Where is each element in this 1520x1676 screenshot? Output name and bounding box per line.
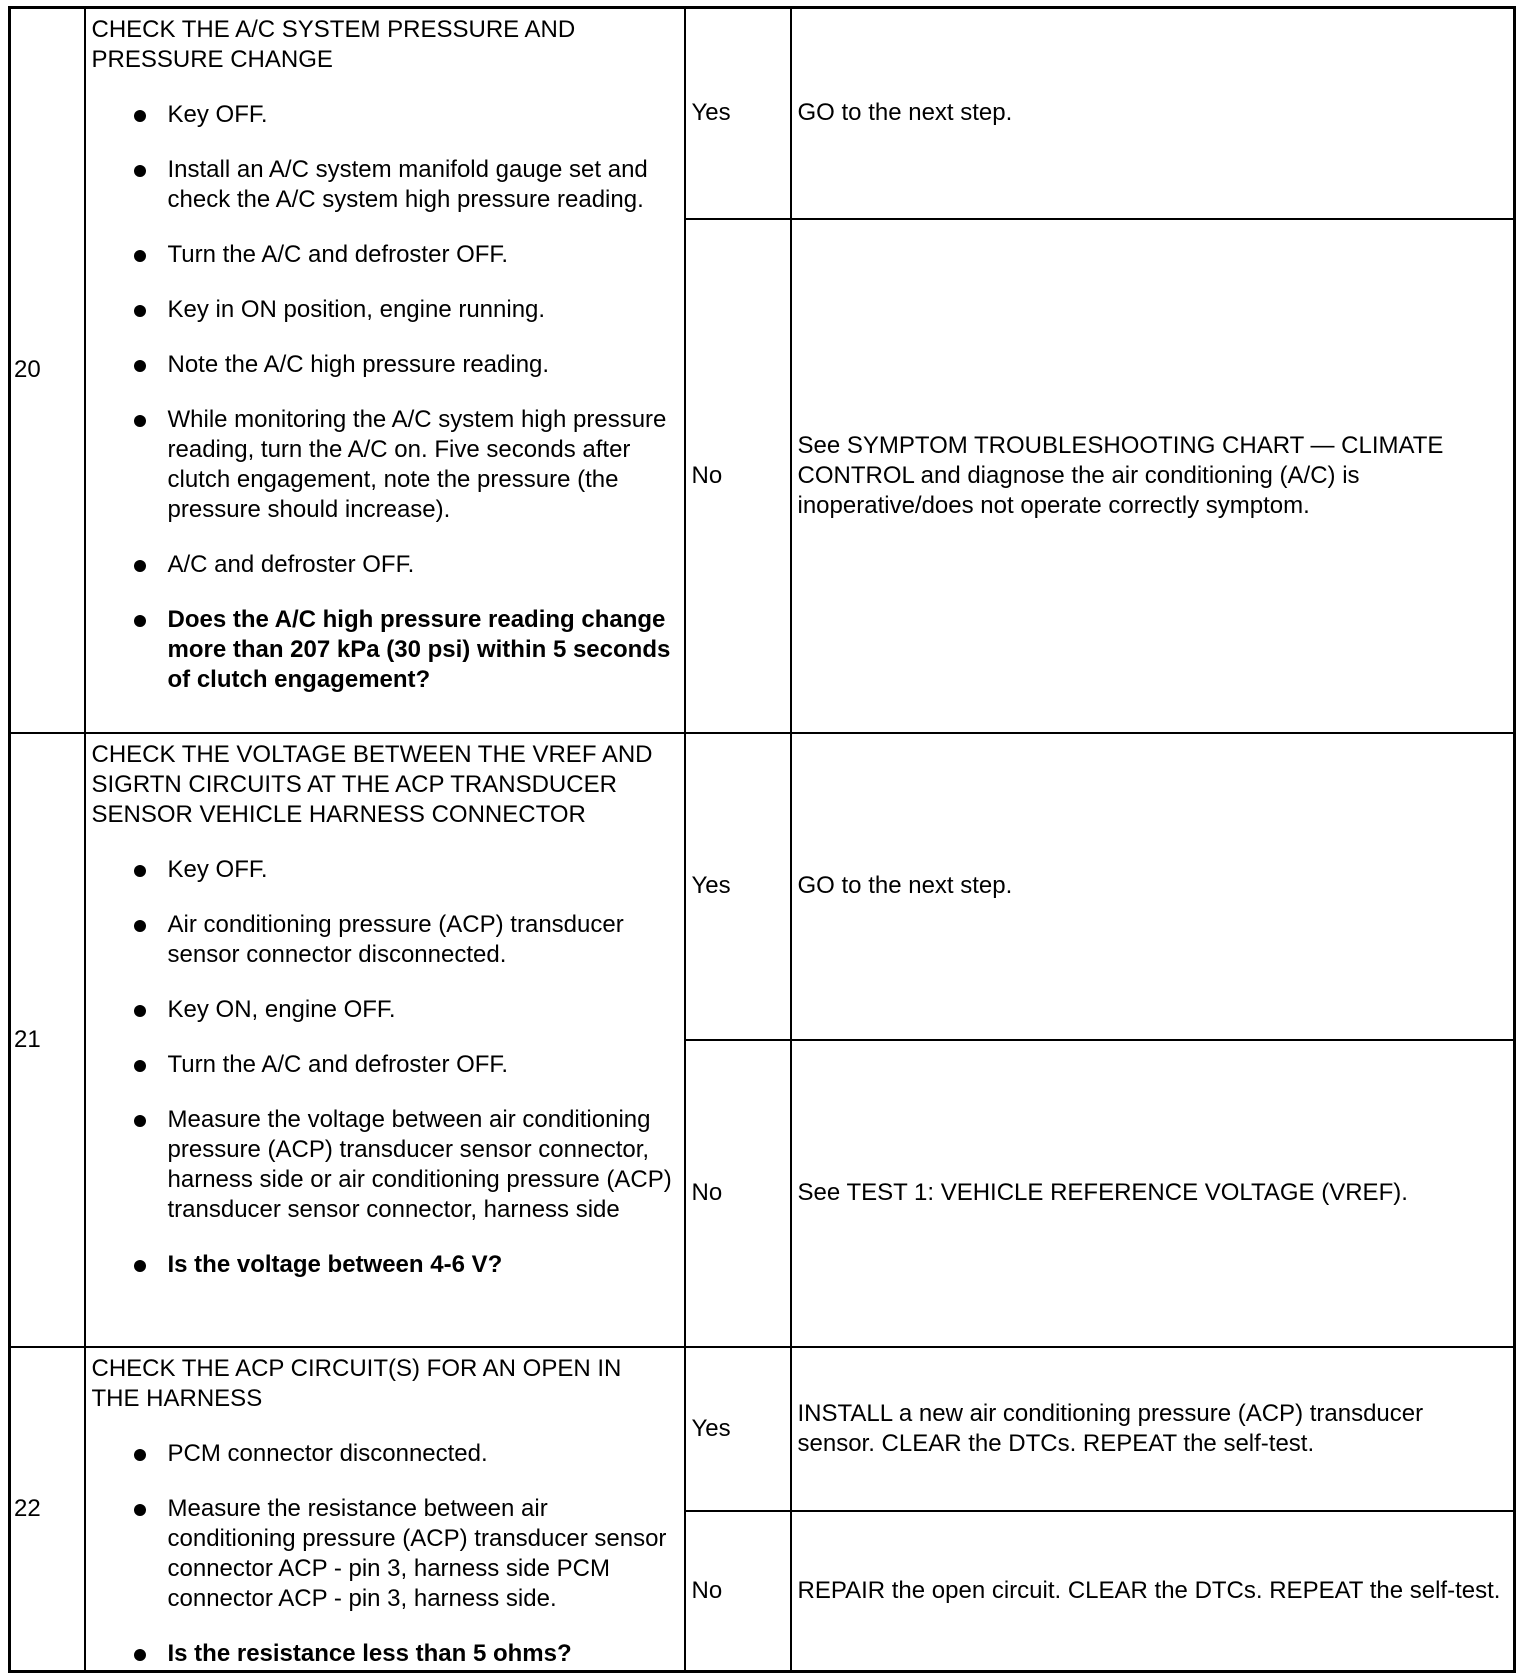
instruction-text: A/C and defroster OFF. bbox=[167, 551, 415, 578]
question-item bbox=[92, 1639, 674, 1669]
bullet-icon bbox=[134, 165, 146, 177]
instruction-item bbox=[92, 295, 674, 325]
yes-result: GO to the next step. bbox=[791, 8, 1515, 219]
instruction-item bbox=[92, 855, 674, 885]
instruction-text: Key OFF. bbox=[167, 101, 268, 128]
step-number: 22 bbox=[10, 1347, 85, 1672]
bullet-icon bbox=[134, 1449, 146, 1461]
instruction-text: Key ON, engine OFF. bbox=[167, 995, 396, 1023]
bullet-icon bbox=[134, 110, 146, 122]
question-text: Is the voltage between 4-6 V? bbox=[167, 1250, 503, 1278]
instruction-item bbox=[92, 240, 674, 270]
step-20-yes-row bbox=[10, 8, 1515, 219]
bullet-icon bbox=[134, 615, 146, 627]
step-title: CHECK THE ACP CIRCUIT(S) FOR AN OPEN IN THE HARNESS bbox=[91, 1354, 622, 1412]
instruction-item bbox=[92, 1105, 674, 1225]
instruction-item bbox=[92, 550, 674, 580]
step-title: CHECK THE VOLTAGE BETWEEN THE VREF AND SIGRTN CIRCUITS AT THE ACP TRANSDUCER SENSOR VEHICLE HARNESS CONNECTOR bbox=[91, 740, 653, 828]
no-label: No bbox=[685, 219, 791, 733]
yes-result: GO to the next step. bbox=[791, 733, 1515, 1040]
question-text: Is the resistance less than 5 ohms? bbox=[167, 1639, 572, 1667]
instruction-text: PCM connector disconnected. bbox=[167, 1439, 488, 1467]
no-result: REPAIR the open circuit. CLEAR the DTCs. REPEAT the self-test. bbox=[791, 1511, 1515, 1672]
instruction-item bbox=[92, 1494, 674, 1614]
no-label: No bbox=[685, 1511, 791, 1672]
instruction-list bbox=[92, 100, 674, 695]
step-action bbox=[85, 1347, 685, 1672]
step-21-yes-row bbox=[10, 733, 1515, 1040]
bullet-icon bbox=[134, 1260, 146, 1272]
instruction-item bbox=[92, 350, 674, 380]
instruction-text: Turn the A/C and defroster OFF. bbox=[167, 241, 509, 268]
bullet-icon bbox=[134, 305, 146, 317]
instruction-text: While monitoring the A/C system high pressure reading, turn the A/C on. Five seconds after clutch engagement, note the pressure (the pressure should increase). bbox=[167, 406, 667, 523]
bullet-icon bbox=[134, 1504, 146, 1516]
bullet-icon bbox=[134, 865, 146, 877]
no-result: See SYMPTOM TROUBLESHOOTING CHART — CLIMATE CONTROL and diagnose the air conditioning (A/C) is inoperative/does not operate correctly symptom. bbox=[791, 219, 1515, 733]
instruction-text: Key in ON position, engine running. bbox=[167, 296, 546, 323]
instruction-text: Install an A/C system manifold gauge set and check the A/C system high pressure reading. bbox=[167, 156, 648, 213]
instruction-text: Note the A/C high pressure reading. bbox=[167, 351, 550, 378]
instruction-list bbox=[92, 855, 674, 1280]
bullet-icon bbox=[134, 360, 146, 372]
yes-label: Yes bbox=[685, 733, 791, 1040]
question-text: Does the A/C high pressure reading change more than 207 kPa (30 psi) within 5 seconds of clutch engagement? bbox=[167, 606, 671, 693]
instruction-item bbox=[92, 910, 674, 970]
step-number: 21 bbox=[10, 733, 85, 1347]
bullet-icon bbox=[134, 1060, 146, 1072]
yes-label: Yes bbox=[685, 1347, 791, 1511]
no-result: See TEST 1: VEHICLE REFERENCE VOLTAGE (VREF). bbox=[791, 1040, 1515, 1347]
question-item bbox=[92, 605, 674, 695]
bullet-icon bbox=[134, 920, 146, 932]
no-label: No bbox=[685, 1040, 791, 1347]
instruction-item bbox=[92, 995, 674, 1025]
step-title: CHECK THE A/C SYSTEM PRESSURE AND PRESSURE CHANGE bbox=[91, 16, 576, 73]
instruction-list bbox=[92, 1439, 674, 1669]
diagnostic-table bbox=[8, 6, 1516, 1673]
question-item bbox=[92, 1250, 674, 1280]
instruction-item bbox=[92, 155, 674, 215]
step-22-yes-row bbox=[10, 1347, 1515, 1511]
instruction-text: Key OFF. bbox=[167, 855, 268, 883]
instruction-text: Air conditioning pressure (ACP) transducer sensor connector disconnected. bbox=[167, 910, 624, 968]
step-number: 20 bbox=[10, 8, 85, 733]
bullet-icon bbox=[134, 1115, 146, 1127]
step-action bbox=[85, 8, 685, 733]
bullet-icon bbox=[134, 415, 146, 427]
instruction-text: Measure the voltage between air conditioning pressure (ACP) transducer sensor connector, harness side or air conditioning pressure (ACP) transducer sensor connector, harness side bbox=[167, 1105, 672, 1223]
instruction-item bbox=[92, 100, 674, 130]
yes-label: Yes bbox=[685, 8, 791, 219]
step-action bbox=[85, 733, 685, 1347]
instruction-item bbox=[92, 405, 674, 525]
bullet-icon bbox=[134, 1649, 146, 1661]
bullet-icon bbox=[134, 1005, 146, 1017]
instruction-item bbox=[92, 1439, 674, 1469]
yes-result: INSTALL a new air conditioning pressure (ACP) transducer sensor. CLEAR the DTCs. REPEAT the self-test. bbox=[791, 1347, 1515, 1511]
bullet-icon bbox=[134, 250, 146, 262]
instruction-text: Turn the A/C and defroster OFF. bbox=[167, 1050, 509, 1078]
instruction-item bbox=[92, 1050, 674, 1080]
instruction-text: Measure the resistance between air conditioning pressure (ACP) transducer sensor connector ACP - pin 3, harness side PCM connector ACP - pin 3, harness side. bbox=[167, 1494, 667, 1612]
bullet-icon bbox=[134, 560, 146, 572]
